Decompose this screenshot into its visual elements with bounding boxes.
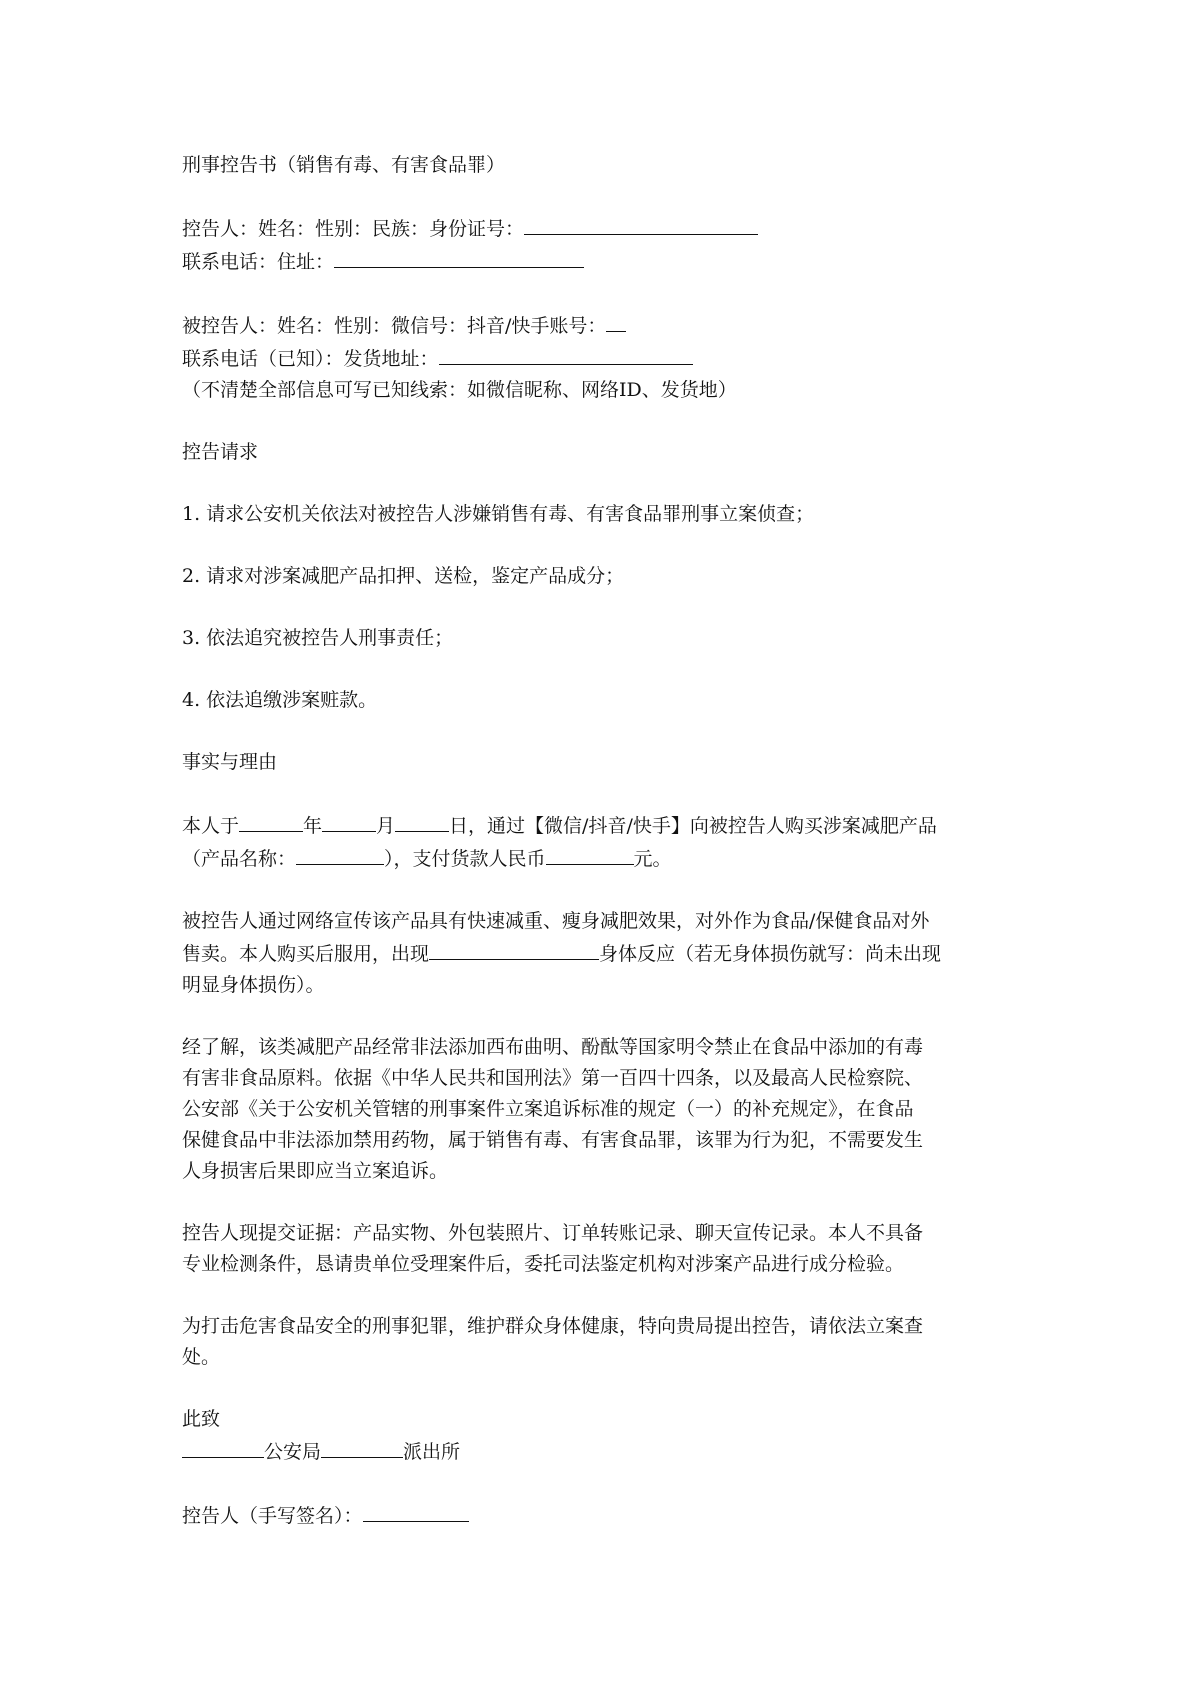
facts-paragraph-3-line: 有害非食品原料。依据《中华人民共和国刑法》第一百四十四条，以及最高人民检察院、 [182,1067,924,1089]
day-blank [395,809,449,832]
facts-paragraph-5-line: 处。 [182,1346,221,1368]
facts-paragraph-3-line: 公安部《关于公安机关管辖的刑事案件立案追诉标准的规定（一）的补充规定》，在食品 [182,1098,914,1120]
product-name-label: （产品名称： [182,848,297,870]
request-item: 4. 依法追缴涉案赃款。 [182,689,378,711]
request-item: 3. 依法追究被控告人刑事责任； [182,627,454,649]
year-blank [239,809,303,832]
purchase-date-prefix: 本人于 [182,815,240,837]
facts-paragraph-3-line: 人身损害后果即应当立案追诉。 [182,1160,449,1182]
shipping-address-blank [439,342,693,365]
year-label: 年 [303,815,323,837]
signature-label: 控告人（手写签名）： [182,1505,363,1527]
defendant-note: （不清楚全部信息可写已知线索：如微信昵称、网络ID、发货地） [182,379,737,401]
recipient-line [182,1435,1022,1468]
facts-paragraph-1-line-1 [182,809,1022,842]
facts-heading: 事实与理由 [182,751,278,773]
complainant-line-1 [182,212,1022,245]
symptom-prefix: 售卖。本人购买后服用，出现 [182,943,430,965]
signature-blank [363,1499,469,1522]
defendant-line-2 [182,342,1022,375]
symptom-blank [429,937,599,960]
facts-paragraph-3-line: 经了解，该类减肥产品经常非法添加西布曲明、酚酞等国家明令禁止在食品中添加的有毒 [182,1036,924,1058]
month-blank [322,809,376,832]
month-label: 月 [376,815,396,837]
facts-paragraph-4-line: 专业检测条件，恳请贵单位受理案件后，委托司法鉴定机构对涉案产品进行成分检验。 [182,1253,905,1275]
address-blank [334,245,584,268]
signature-line [182,1499,1022,1532]
product-name-blank [296,842,384,865]
facts-paragraph-5-line: 为打击危害食品安全的刑事犯罪，维护群众身体健康，特向贵局提出控告，请依法立案查 [182,1315,924,1337]
facts-paragraph-3-line: 保健食品中非法添加禁用药物，属于销售有毒、有害食品罪，该罪为行为犯，不需要发生 [182,1129,924,1151]
complainant-line-2 [182,245,1022,278]
complaint-document [182,150,1022,1532]
complainant-contact-label: 联系电话：住址： [182,251,335,273]
facts-paragraph-4-line: 控告人现提交证据：产品实物、外包装照片、订单转账记录、聊天宣传记录。本人不具备 [182,1222,924,1244]
payment-label: ），支付货款人民币 [384,848,546,870]
id-number-blank [524,212,758,235]
request-item: 2. 请求对涉案减肥产品扣押、送检，鉴定产品成分； [182,565,625,587]
facts-paragraph-2-line-3: 明显身体损伤）。 [182,974,325,996]
station-blank [321,1435,403,1458]
defendant-fields-label: 被控告人：姓名：性别：微信号：抖音/快手账号： [182,315,607,337]
station-label: 派出所 [403,1441,461,1463]
facts-paragraph-2-line-1: 被控告人通过网络宣传该产品具有快速减重、瘦身减肥效果，对外作为食品/保健食品对外 [182,910,930,932]
bureau-blank [182,1435,264,1458]
salutation: 此致 [182,1408,221,1430]
document-title: 刑事控告书（销售有毒、有害食品罪） [182,154,506,176]
requests-heading: 控告请求 [182,441,259,463]
defendant-line-1 [182,309,1022,342]
facts-paragraph-1-line-2 [182,842,1022,875]
social-account-blank [606,309,626,332]
bureau-label: 公安局 [264,1441,322,1463]
currency-unit: 元。 [633,848,672,870]
facts-paragraph-2-line-2 [182,937,1022,970]
complainant-fields-label: 控告人：姓名：性别：民族：身份证号： [182,218,525,240]
purchase-channel-text: 日，通过【微信/抖音/快手】向被控告人购买涉案减肥产品 [449,815,937,837]
payment-amount-blank [546,842,634,865]
defendant-contact-label: 联系电话（已知）：发货地址： [182,348,439,370]
request-item: 1. 请求公安机关依法对被控告人涉嫌销售有毒、有害食品罪刑事立案侦查； [182,503,815,525]
symptom-suffix: 身体反应（若无身体损伤就写：尚未出现 [599,943,942,965]
